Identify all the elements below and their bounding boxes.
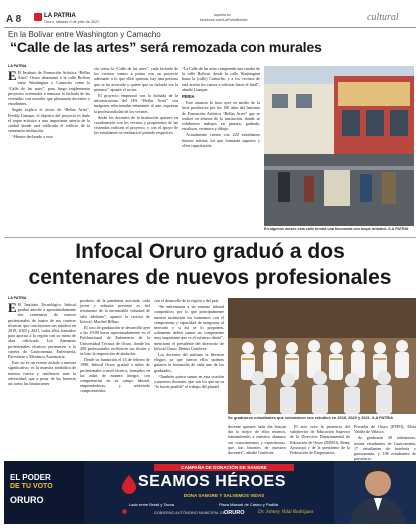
ad-portrait: [334, 461, 416, 524]
dropcap: E: [8, 300, 17, 315]
story2-col2-p2: El acto de graduación se desarrolló ayer a las 19:00 horas aproximadamente en el Polifuncional de Enfermería de la Universidad Técnica de Oruro, donde los 200 profesionales recibieron sus títulos y se hizo la imposición de símbolos.: [80, 325, 150, 357]
ad-slogan: SEAMOS HÉROES: [138, 473, 286, 490]
story2-bottom-col-2: [290, 424, 350, 458]
person-portrait-image: [334, 461, 416, 524]
ad-brand-top: EL PODER: [10, 473, 51, 482]
story2-column-3: [154, 298, 224, 456]
ad-location: Lado entre Brasil y Tacna: [129, 502, 175, 507]
story2-col3-p2: “Se enfrentaron a un entorno laboral competitivo, por lo que principalmente nuestra institución los formamos con el compromiso y capacidad de integrarse al mercado y si así se lo proponen, solamente deben sumar un componente muy importante que es el esfuerzo diario”, mencionó el presidente del directorio de Infocal Oruro, Dennis Gutiérrez.: [154, 304, 224, 351]
ad-brand-city: ORURO: [10, 495, 44, 505]
story2-headline-line2: centenares de nuevos profesionales: [28, 266, 392, 289]
story2-col3-p1: con el desarrollo de la región y del país.: [154, 298, 220, 303]
graduation-ceremony-image: [228, 298, 416, 414]
section-label: cultural: [367, 12, 399, 23]
story2-col3-p3: Los docentes del instituto se llevaron elogios ya que fueron ellos quienes guiaron la formación de cada uno de los graduados.: [154, 352, 224, 373]
blood-donation-ad[interactable]: [4, 461, 416, 524]
location-pin-icon: [122, 502, 127, 508]
ad-brand-mid: DE TU VOTO: [10, 483, 53, 490]
header-divider: [4, 27, 416, 28]
facebook-url[interactable]: facebook.com/LaPatriaBolivia: [200, 18, 248, 22]
page-number: A 8: [6, 14, 22, 25]
story2-col1-p1: E El Instituto Tecnológico Infocal graduó anoche a aproximadamente dos centenares de nuevos profesionales de cuatro de sus carreras técnicas, que concluyeron sus estudios en 2019, 2020 y 2021, todos ellos formados para aportar a la región con su mano de obra calificada. Los flamantes profesionales técnicos pertenecen a la carrera de Gastronomía, Enfermería, Parvulario y Mecánica Automotriz.: [8, 300, 76, 360]
story1-col3-p2: Este anuncio lo hizo ayer en medio de la feria productiva por los 100 años del Instituto de Formación Artística “Bellas Artes” que se realizó en afueras de la institución, donde se exhibieron trabajos en pintura, grabado, escultura, cerámica y dibujo.: [182, 100, 260, 132]
story-divider: [4, 237, 416, 238]
story1-headline: “Calle de las artes” será remozada con murales: [10, 40, 322, 56]
date-line: Oruro, sábado 9 de julio de 2022: [44, 20, 100, 24]
street-scene-image: [264, 66, 414, 226]
ad-gobierno: GOBIERNO AUTÓNOMO MUNICIPAL DE: [154, 511, 226, 515]
site-url[interactable]: lapatria.bo: [214, 13, 231, 17]
dropcap: E: [8, 68, 17, 83]
story2-bottom-p1: docente quienes cada día buscan dar lo mejor de ellos mismos, transmitiendo a nuestros alumnos sus conocimientos y experiencias, que son bisontes de nuestros docentes”, añadió Gutiérrez.: [228, 424, 286, 456]
story2-photo-caption: Se graduaron estudiantes que culminaron sus estudios en 2019, 2020 y 2021. /LA PATRIA: [228, 415, 394, 420]
ad-campaign-title: CAMPAÑA DE DONACIÓN DE SANGRE: [154, 464, 294, 471]
story2-headline-line1: Infocal Oruro graduó a dos: [75, 240, 345, 263]
story1-col1-p3: “Hemos declarado a esta: [12, 134, 53, 140]
ad-tagline: DONA SANGRE Y SALVEMOS VIDAS: [183, 493, 265, 498]
story2-bottom-col-3: [354, 424, 416, 462]
story2-col3-p4: “También quiero sumar en esta ocasión a nuestros docentes, que son los que en su “lo hacen posible” el trabajo del plantel: [154, 373, 224, 390]
story1-kicker: En la Bolívar entre Washington y Camacho: [8, 30, 161, 39]
story2-byline: LA PATRIA: [8, 296, 27, 300]
story1-byline: LA PATRIA: [8, 64, 27, 68]
story2-bottom-col-1: [228, 424, 286, 458]
story1-col1-p1: E El Instituto de Formación Artística “Bellas Artes” Oruro denominó a la calle Bolívar entre Washington y Camacho como la “Calle de las artes”, para luego implementar proyectos orientados a remozar la fachada de las viviendas con murales que plasmarán docentes y estudiantes.: [8, 68, 90, 107]
ad-gob-city: ORURO: [224, 510, 245, 516]
ad-location-2: Plaza Manuel de Castro y Padilla: [219, 502, 278, 507]
brand-logo: [34, 13, 42, 21]
story1-col3-p1: “La Calle de las artes comprende una cuadra de la calle Bolívar, desde la calle Washington hasta la (calle) Camacho, y a los vecinos de esta arteria les vamos a solicitar hacer el final”, añadió Llanque.: [182, 66, 260, 92]
story1-col1-p2: Según explicó el rector de “Bellas Artes”, Freddy Llanque, el objetivo del proyecto es darle el toque artístico a una importante arteria de la ciudad donde está edificado el edificio de la centenaria institución.: [8, 107, 90, 134]
story1-col2-p1: vía como la “Calle de las artes”, cada fachada de los vecinos vamos a pintar con un proyecto adecuado a lo que ellos quieran, hay una persona que se ha acercado y quiere que su fachada sea la primera”, apuntó el rector.: [94, 66, 178, 92]
story2-bottom-p3: Privados de Oruro (FEPO), Elvia Valdéz de Velasco.: [354, 424, 416, 435]
story1-col2-p2: El proyecto empezará con la fachada de la infraestructura del IFA “Bellas Artes” con imágenes relacionadas netamente al arte, expresan la profesionalidad de los vecinos.: [94, 93, 178, 114]
story2-bottom-p4: Se graduaron 29 enfermeras, treinta estudiantes de Gastronomía, 17 estudiantes de hotelería y gastronomía, y 106 estudiantes de parvulario.: [354, 435, 416, 462]
story2-column-2: [80, 298, 150, 456]
brand-name: LA PATRIA: [44, 12, 76, 19]
story2-column-1: [8, 302, 76, 456]
story1-subhead: FERIA: [182, 94, 195, 100]
story2-col1-p2: Esto no es un evento aislado a nuestra significativo, es la muestra simbólica de nuestra fuerza y resiliencia ante la adversidad, que a pesar de las barreras así como las limitaciones: [8, 360, 76, 387]
story2-col2-p1: producto de la pandemia asociada, cada joven y señorita presente es fiel testimonio de la encomiable voluntad de salir adelante”, apuntó la rectora de Infocal, Maribel Bilbao.: [80, 298, 150, 324]
story1-col2-p3: Serán los docentes de la institución quienes en coordinación con los vecinos y propietarios de las viviendas realicen el proyecto, y con el apoyo de los estudiantes se realizará el pintado respectivo.: [94, 114, 178, 136]
story2-bottom-p2: El acto tuvo la presencia del subdirector de Educación Superior de la Dirección Departamental de Educación de Oruro (DDEO), Remy Ayoaxqui y de la presidente de la Federación de Empresarios: [290, 424, 350, 456]
story1-column-2: [94, 66, 178, 230]
blood-drop-icon: [122, 475, 136, 493]
story1-column-1: [8, 70, 90, 230]
story1-column-3: [182, 66, 260, 230]
story2-col2-p3: Desde su fundación el 14 de febrero de 1996, Infocal Oruro graduó a miles de profesionales a nivel técnico, formados en las aulas de manera íntegra, con competencias en su campo laboral, emprendedores, y sobretodo comprometidos: [80, 357, 150, 394]
story1-col3-p3: Actualmente cuenta con 220 estudiantes futuros artistas, los que formarán superior y el/en capacitación.: [182, 132, 260, 148]
ad-brand-block: [4, 461, 84, 524]
ad-doctor: Dr. Johnny Vidal Rodríguez: [258, 510, 314, 515]
story2-photo: [228, 298, 416, 414]
story1-photo-caption: En algunos meses esta calle tendrá una fisonomía con toque artístico. /LA PATRIA: [264, 227, 409, 231]
story1-photo: [264, 66, 414, 226]
page-header: [4, 12, 416, 26]
